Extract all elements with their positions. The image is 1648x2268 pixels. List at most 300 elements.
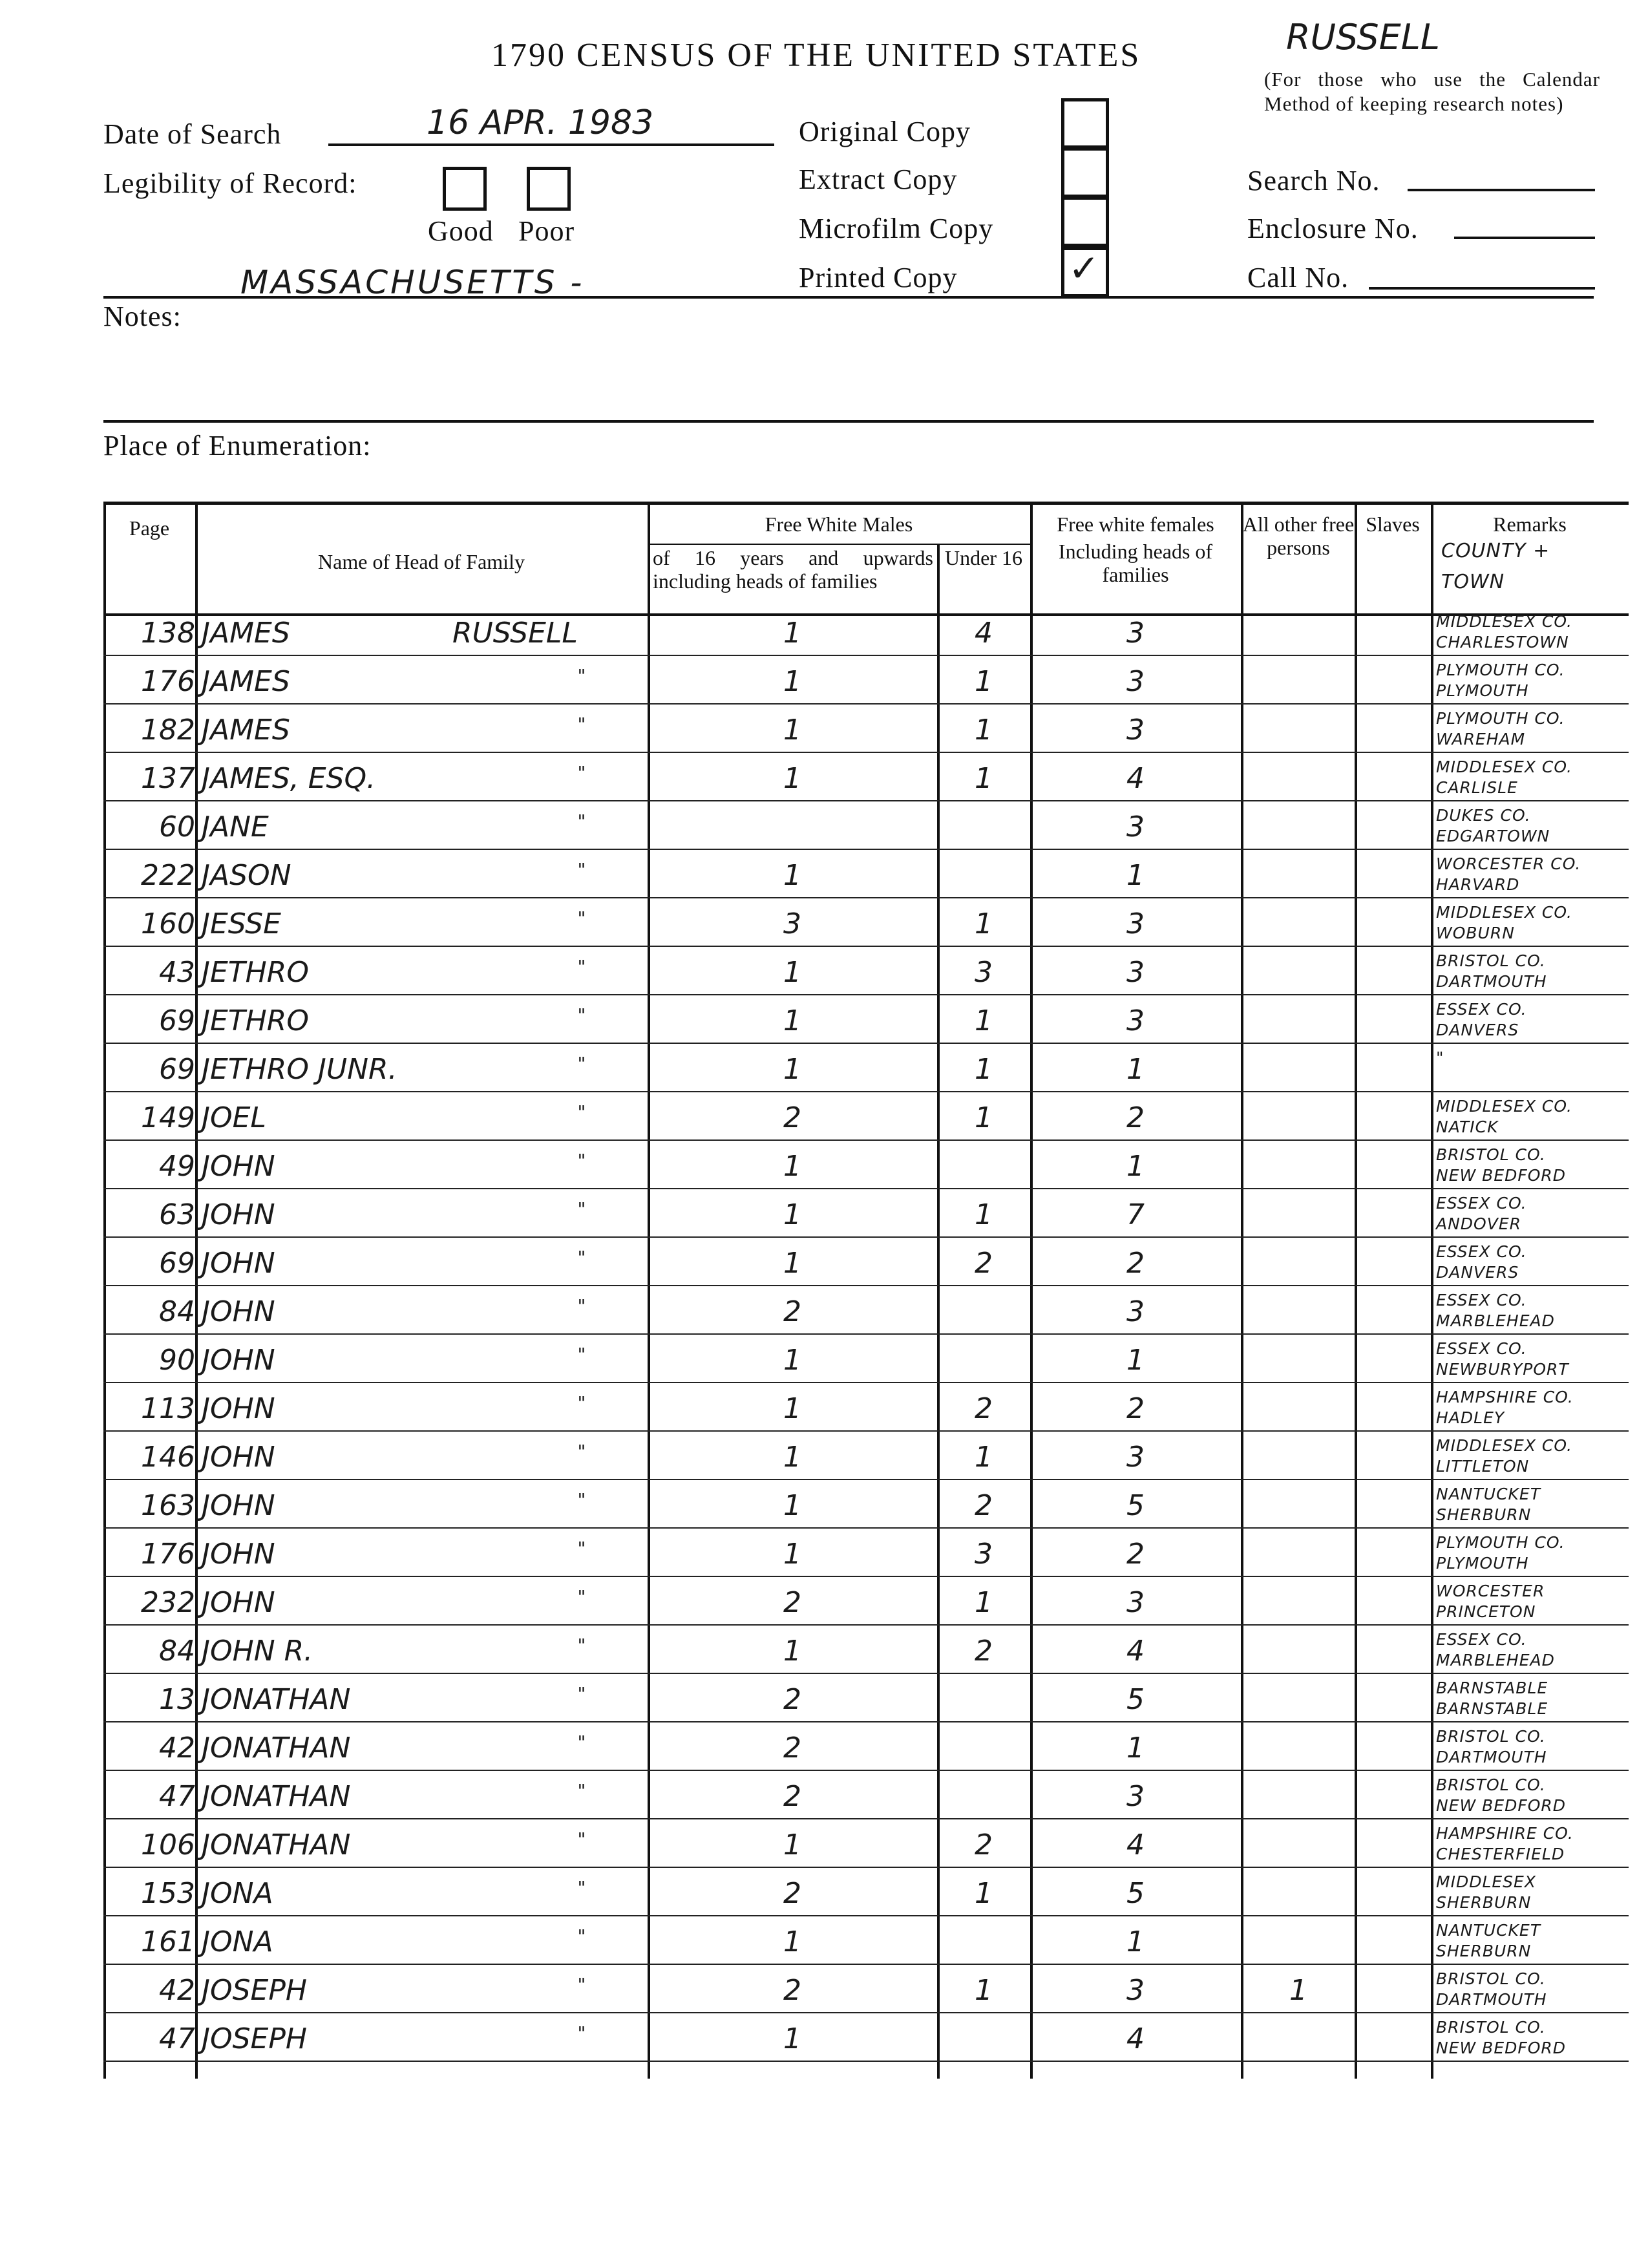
cell-page: 47	[159, 1780, 195, 1813]
cell-f: 3	[1126, 1780, 1145, 1813]
cell-m16: 1	[783, 1489, 801, 1522]
remark-county: MIDDLESEX CO.	[1436, 1097, 1572, 1116]
cell-name: JONATHAN	[202, 1732, 351, 1765]
cell-mu16: 3	[975, 956, 993, 989]
remark-county: BRISTOL CO.	[1436, 1727, 1546, 1746]
row-rule	[103, 1285, 1629, 1286]
row-rule	[103, 1721, 1629, 1722]
cell-page: 232	[141, 1586, 195, 1619]
row-rule	[103, 1624, 1629, 1626]
cell-name: JAMES	[202, 714, 290, 747]
row-rule	[103, 1091, 1629, 1092]
cell-ditto: "	[577, 1392, 586, 1414]
remark-county: BRISTOL CO.	[1436, 1969, 1546, 1988]
cell-m16: 2	[783, 1586, 801, 1619]
remark-town: CHESTERFIELD	[1436, 1845, 1565, 1863]
cell-name: JOHN	[202, 1295, 275, 1328]
remark-county: "	[1436, 1048, 1444, 1067]
cell-f: 4	[1126, 2022, 1145, 2055]
cell-ditto: "	[577, 2022, 586, 2044]
cell-name: JOSEPH	[202, 1974, 307, 2007]
row-rule	[103, 2012, 1629, 2013]
state-note[interactable]: MASSACHUSETTS -	[240, 264, 585, 301]
cell-surname: RUSSELL	[452, 617, 578, 650]
search-no-label: Search No.	[1247, 165, 1380, 196]
row-rule	[103, 1770, 1629, 1771]
printed-copy-check-mark: ✓	[1068, 246, 1100, 290]
row-rule	[103, 1818, 1629, 1819]
cell-mu16: 4	[975, 617, 993, 650]
cell-page: 69	[159, 1004, 195, 1037]
cell-name: JONA	[202, 1877, 273, 1910]
row-rule	[103, 1964, 1629, 1965]
cell-mu16: 1	[975, 762, 993, 795]
row-rule	[103, 946, 1629, 947]
cell-name: JOHN	[202, 1489, 275, 1522]
cell-m16: 1	[783, 1635, 801, 1668]
cell-ditto: "	[577, 714, 586, 735]
cell-mu16: 3	[975, 1538, 993, 1571]
remark-town: DARTMOUTH	[1436, 1748, 1547, 1766]
cell-m16: 1	[783, 1247, 801, 1280]
cell-ditto: "	[577, 1247, 586, 1268]
cell-mu16: 2	[975, 1635, 993, 1668]
cell-f: 1	[1126, 1344, 1145, 1377]
cell-f: 4	[1126, 1828, 1145, 1861]
corner-surname: RUSSELL	[1286, 17, 1440, 58]
cell-mu16: 2	[975, 1489, 993, 1522]
remark-county: HAMPSHIRE CO.	[1436, 1388, 1574, 1406]
remark-town: DANVERS	[1436, 1021, 1519, 1039]
row-rule	[103, 655, 1629, 656]
cell-m16: 1	[783, 762, 801, 795]
cell-m16: 1	[783, 1053, 801, 1086]
cell-page: 43	[159, 956, 195, 989]
cell-name: JONATHAN	[202, 1828, 351, 1861]
row-rule	[103, 752, 1629, 753]
remark-county: BRISTOL CO.	[1436, 2018, 1546, 2037]
original-copy-label: Original Copy	[799, 116, 971, 147]
remark-town: NEWBURYPORT	[1436, 1360, 1569, 1379]
cell-m16: 2	[783, 1732, 801, 1765]
males-subheader-rule	[648, 544, 1030, 545]
remark-town: HADLEY	[1436, 1408, 1505, 1427]
cell-m16: 2	[783, 1877, 801, 1910]
cell-ditto: "	[577, 1635, 586, 1656]
remark-town: WAREHAM	[1436, 730, 1526, 748]
cell-ditto: "	[577, 907, 586, 929]
cell-other: 1	[1289, 1974, 1307, 2007]
cell-name: JOHN	[202, 1538, 275, 1571]
enclosure-no-line	[1454, 237, 1595, 239]
remark-town: SHERBURN	[1436, 1893, 1532, 1912]
cell-f: 4	[1126, 1635, 1145, 1668]
row-rule	[103, 1479, 1629, 1480]
remark-county: PLYMOUTH CO.	[1436, 709, 1565, 728]
remark-town: DANVERS	[1436, 1263, 1519, 1282]
header-females-sub: Including heads of families	[1058, 540, 1213, 586]
cell-ditto: "	[577, 1877, 586, 1898]
row-rule	[103, 994, 1629, 995]
cell-mu16: 1	[975, 1198, 993, 1231]
row-rule	[103, 1333, 1629, 1335]
remark-town: PRINCETON	[1436, 1602, 1536, 1621]
remark-town: SHERBURN	[1436, 1505, 1532, 1524]
cell-page: 163	[141, 1489, 195, 1522]
remark-town: EDGARTOWN	[1436, 827, 1550, 845]
remark-county: WORCESTER CO.	[1436, 854, 1581, 873]
cell-name: JAMES	[202, 665, 290, 698]
remark-town: PLYMOUTH	[1436, 1554, 1529, 1573]
cell-ditto: "	[577, 1489, 586, 1510]
cell-f: 2	[1126, 1538, 1145, 1571]
cell-page: 182	[141, 714, 195, 747]
cell-f: 3	[1126, 1974, 1145, 2007]
remark-county: PLYMOUTH CO.	[1436, 1533, 1565, 1552]
cell-name: JOHN	[202, 1392, 275, 1425]
cell-name: JOHN	[202, 1441, 275, 1474]
row-rule	[103, 849, 1629, 850]
cell-f: 7	[1126, 1198, 1145, 1231]
cell-f: 3	[1126, 1295, 1145, 1328]
cell-f: 5	[1126, 1489, 1145, 1522]
good-label: Good	[428, 215, 494, 247]
cell-page: 42	[159, 1732, 195, 1765]
row-rule	[103, 1139, 1629, 1141]
cell-name: JANE	[202, 811, 269, 843]
header-males-under-16: Under 16	[945, 546, 1022, 569]
remark-town: ANDOVER	[1436, 1214, 1521, 1233]
remark-county: MIDDLESEX CO.	[1436, 612, 1572, 631]
header-free-white-males: Free White Males	[765, 513, 913, 536]
cell-ditto: "	[577, 1732, 586, 1753]
remark-county: MIDDLESEX CO.	[1436, 903, 1572, 922]
cell-mu16: 2	[975, 1392, 993, 1425]
remark-county: ESSEX CO.	[1436, 1291, 1527, 1309]
row-rule	[103, 2061, 1629, 2062]
remark-town: MARBLEHEAD	[1436, 1311, 1555, 1330]
cell-ditto: "	[577, 1974, 586, 1995]
cell-f: 4	[1126, 762, 1145, 795]
cell-ditto: "	[577, 665, 586, 686]
header-free-white-females: Free white females	[1057, 513, 1214, 536]
header-name: Name of Head of Family	[318, 550, 525, 573]
legibility-good-checkbox[interactable]	[443, 167, 487, 211]
row-rule	[103, 1236, 1629, 1238]
cell-mu16: 1	[975, 1974, 993, 2007]
remark-county: MIDDLESEX CO.	[1436, 758, 1572, 776]
remark-town: NEW BEDFORD	[1436, 2039, 1567, 2057]
row-rule	[103, 897, 1629, 898]
cell-f: 3	[1126, 956, 1145, 989]
row-rule	[103, 703, 1629, 705]
cell-name: JONATHAN	[202, 1683, 351, 1716]
cell-page: 47	[159, 2022, 195, 2055]
cell-mu16: 1	[975, 1101, 993, 1134]
cell-ditto: "	[577, 1586, 586, 1607]
cell-m16: 1	[783, 1198, 801, 1231]
cell-mu16: 1	[975, 1877, 993, 1910]
remark-town: DARTMOUTH	[1436, 972, 1547, 991]
row-rule	[103, 1188, 1629, 1189]
cell-f: 3	[1126, 907, 1145, 940]
remark-town: NEW BEDFORD	[1436, 1796, 1567, 1815]
cell-page: 49	[159, 1150, 195, 1183]
header-slaves: Slaves	[1366, 513, 1420, 536]
cell-mu16: 2	[975, 1247, 993, 1280]
remark-town: SHERBURN	[1436, 1942, 1532, 1960]
cell-ditto: "	[577, 811, 586, 832]
cell-page: 84	[159, 1295, 195, 1328]
cell-ditto: "	[577, 1101, 586, 1123]
cell-m16: 1	[783, 859, 801, 892]
cell-ditto: "	[577, 1053, 586, 1074]
header-remarks-note: COUNTY + TOWN	[1441, 540, 1550, 593]
cell-f: 3	[1126, 811, 1145, 843]
cell-m16: 1	[783, 1344, 801, 1377]
cell-name: JESSE	[202, 907, 281, 940]
cell-mu16: 1	[975, 907, 993, 940]
remark-county: PLYMOUTH CO.	[1436, 661, 1565, 679]
cell-f: 1	[1126, 1150, 1145, 1183]
cell-name: JOSEPH	[202, 2022, 307, 2055]
remark-county: ESSEX CO.	[1436, 1194, 1527, 1213]
cell-m16: 2	[783, 1101, 801, 1134]
cell-ditto: "	[577, 1344, 586, 1365]
cell-f: 2	[1126, 1101, 1145, 1134]
cell-ditto: "	[577, 956, 586, 977]
row-rule	[103, 1867, 1629, 1868]
cell-f: 2	[1126, 1247, 1145, 1280]
header-all-other-free: All other free persons	[1242, 513, 1355, 559]
microfilm-copy-checkbox[interactable]	[1061, 196, 1109, 247]
cell-page: 153	[141, 1877, 195, 1910]
cell-page: 13	[159, 1683, 195, 1716]
calendar-method-note: (For those who use the Calendar Method of keeping research notes)	[1264, 68, 1600, 115]
legibility-label: Legibility of Record:	[103, 167, 357, 199]
cell-ditto: "	[577, 859, 586, 880]
remark-county: ESSEX CO.	[1436, 1339, 1527, 1358]
cell-page: 42	[159, 1974, 195, 2007]
cell-page: 176	[141, 1538, 195, 1571]
cell-f: 3	[1126, 1441, 1145, 1474]
row-rule	[103, 1430, 1629, 1432]
remark-town: HARVARD	[1436, 875, 1520, 894]
cell-name: JETHRO JUNR.	[202, 1053, 397, 1086]
cell-f: 5	[1126, 1683, 1145, 1716]
cell-name: JASON	[202, 859, 291, 892]
row-rule	[103, 1576, 1629, 1577]
header-page: Page	[129, 516, 170, 540]
cell-m16: 3	[783, 907, 801, 940]
header-males-16-up: of 16 years and upwards including heads of families	[653, 546, 933, 593]
remark-town: WOBURN	[1436, 924, 1515, 942]
cell-name: JOHN	[202, 1247, 275, 1280]
cell-page: 113	[141, 1392, 195, 1425]
remark-county: BRISTOL CO.	[1436, 1145, 1546, 1164]
row-rule	[103, 1527, 1629, 1529]
cell-f: 3	[1126, 617, 1145, 650]
printed-copy-checkbox[interactable]	[1061, 247, 1109, 297]
cell-ditto: "	[577, 1295, 586, 1317]
cell-page: 222	[141, 859, 195, 892]
cell-mu16: 1	[975, 1586, 993, 1619]
cell-name: JAMES, ESQ.	[202, 762, 376, 795]
cell-m16: 1	[783, 1828, 801, 1861]
cell-m16: 1	[783, 1538, 801, 1571]
cell-ditto: "	[577, 1925, 586, 1947]
header-bottom-rule	[103, 613, 1629, 616]
notes-label: Notes:	[103, 301, 182, 332]
cell-f: 1	[1126, 859, 1145, 892]
remark-county: BARNSTABLE	[1436, 1679, 1548, 1697]
extract-copy-checkbox[interactable]	[1061, 147, 1109, 198]
cell-ditto: "	[577, 1441, 586, 1462]
cell-m16: 1	[783, 956, 801, 989]
remark-county: ESSEX CO.	[1436, 1000, 1527, 1019]
cell-ditto: "	[577, 1828, 586, 1850]
cell-f: 1	[1126, 1053, 1145, 1086]
date-of-search-label: Date of Search	[103, 118, 282, 150]
cell-page: 137	[141, 762, 195, 795]
remark-county: DUKES CO.	[1436, 806, 1531, 825]
cell-m16: 2	[783, 1780, 801, 1813]
cell-name: JOHN	[202, 1344, 275, 1377]
cell-f: 2	[1126, 1392, 1145, 1425]
cell-f: 3	[1126, 714, 1145, 747]
printed-copy-label: Printed Copy	[799, 262, 958, 293]
cell-name: JOHN	[202, 1198, 275, 1231]
remark-county: BRISTOL CO.	[1436, 951, 1546, 970]
remark-county: MIDDLESEX CO.	[1436, 1436, 1572, 1455]
cell-mu16: 1	[975, 1053, 993, 1086]
remark-county: NANTUCKET	[1436, 1921, 1541, 1940]
col-border-slaves	[1431, 505, 1433, 2079]
cell-f: 3	[1126, 1586, 1145, 1619]
cell-name: JOHN	[202, 1150, 275, 1183]
col-border-females	[1241, 505, 1243, 2079]
cell-page: 63	[159, 1198, 195, 1231]
cell-name: JOEL	[202, 1101, 266, 1134]
cell-page: 149	[141, 1101, 195, 1134]
remark-town: LITTLETON	[1436, 1457, 1530, 1476]
cell-m16: 1	[783, 617, 801, 650]
cell-mu16: 1	[975, 714, 993, 747]
cell-ditto: "	[577, 1004, 586, 1026]
cell-m16: 1	[783, 1392, 801, 1425]
cell-f: 1	[1126, 1925, 1145, 1958]
cell-page: 106	[141, 1828, 195, 1861]
row-rule	[103, 1673, 1629, 1674]
form-title: 1790 CENSUS OF THE UNITED STATES	[491, 37, 1141, 74]
extract-copy-label: Extract Copy	[799, 164, 958, 195]
remark-county: ESSEX CO.	[1436, 1630, 1527, 1649]
row-rule	[103, 1382, 1629, 1383]
row-rule	[103, 1043, 1629, 1044]
cell-f: 1	[1126, 1732, 1145, 1765]
cell-m16: 1	[783, 1441, 801, 1474]
remark-town: CARLISLE	[1436, 778, 1518, 797]
cell-m16: 2	[783, 1974, 801, 2007]
row-rule	[103, 1915, 1629, 1916]
original-copy-checkbox[interactable]	[1061, 98, 1109, 149]
cell-m16: 2	[783, 1295, 801, 1328]
cell-mu16: 1	[975, 665, 993, 698]
date-of-search-value[interactable]: 16 APR. 1983	[427, 103, 654, 142]
cell-page: 176	[141, 665, 195, 698]
cell-m16: 1	[783, 1004, 801, 1037]
cell-page: 138	[141, 617, 195, 650]
remark-county: HAMPSHIRE CO.	[1436, 1824, 1574, 1843]
cell-f: 3	[1126, 1004, 1145, 1037]
cell-m16: 1	[783, 665, 801, 698]
cell-mu16: 2	[975, 1828, 993, 1861]
remark-county: MIDDLESEX	[1436, 1872, 1536, 1891]
cell-page: 69	[159, 1053, 195, 1086]
remark-town: BARNSTABLE	[1436, 1699, 1548, 1718]
remark-town: CHARLESTOWN	[1436, 633, 1569, 652]
cell-mu16: 1	[975, 1004, 993, 1037]
cell-ditto: "	[577, 1538, 586, 1559]
cell-page: 146	[141, 1441, 195, 1474]
cell-name: JONA	[202, 1925, 273, 1958]
cell-page: 69	[159, 1247, 195, 1280]
cell-name: JAMES	[202, 617, 290, 650]
cell-m16: 2	[783, 1683, 801, 1716]
cell-page: 60	[159, 811, 195, 843]
search-no-line	[1408, 189, 1595, 191]
place-of-enumeration-label: Place of Enumeration:	[103, 430, 372, 461]
cell-ditto: "	[577, 1150, 586, 1171]
cell-ditto: "	[577, 1198, 586, 1220]
remark-county: WORCESTER	[1436, 1582, 1545, 1600]
cell-page: 160	[141, 907, 195, 940]
cell-m16: 1	[783, 1150, 801, 1183]
cell-m16: 1	[783, 1925, 801, 1958]
cell-ditto: "	[577, 1780, 586, 1801]
cell-page: 84	[159, 1635, 195, 1668]
row-rule	[103, 800, 1629, 801]
cell-ditto: "	[577, 762, 586, 783]
remark-county: BRISTOL CO.	[1436, 1775, 1546, 1794]
cell-m16: 1	[783, 2022, 801, 2055]
remark-town: NATICK	[1436, 1118, 1499, 1136]
cell-page: 161	[141, 1925, 195, 1958]
call-no-line	[1369, 287, 1595, 290]
legibility-poor-checkbox[interactable]	[527, 167, 571, 211]
col-border-other	[1355, 505, 1357, 2079]
remark-town: PLYMOUTH	[1436, 681, 1529, 700]
remark-town: MARBLEHEAD	[1436, 1651, 1555, 1669]
cell-f: 3	[1126, 665, 1145, 698]
date-of-search-line	[328, 143, 774, 146]
header-remarks: Remarks	[1493, 513, 1567, 536]
remark-county: NANTUCKET	[1436, 1485, 1541, 1503]
call-no-label: Call No.	[1247, 262, 1349, 293]
cell-m16: 1	[783, 714, 801, 747]
cell-name: JONATHAN	[202, 1780, 351, 1813]
remark-town: NEW BEDFORD	[1436, 1166, 1567, 1185]
remark-county: ESSEX CO.	[1436, 1242, 1527, 1261]
poor-label: Poor	[518, 215, 575, 247]
cell-mu16: 1	[975, 1441, 993, 1474]
cell-name: JETHRO	[202, 956, 309, 989]
cell-f: 5	[1126, 1877, 1145, 1910]
cell-ditto: "	[577, 1683, 586, 1704]
cell-name: JETHRO	[202, 1004, 309, 1037]
cell-name: JOHN	[202, 1586, 275, 1619]
remark-town: DARTMOUTH	[1436, 1990, 1547, 2009]
